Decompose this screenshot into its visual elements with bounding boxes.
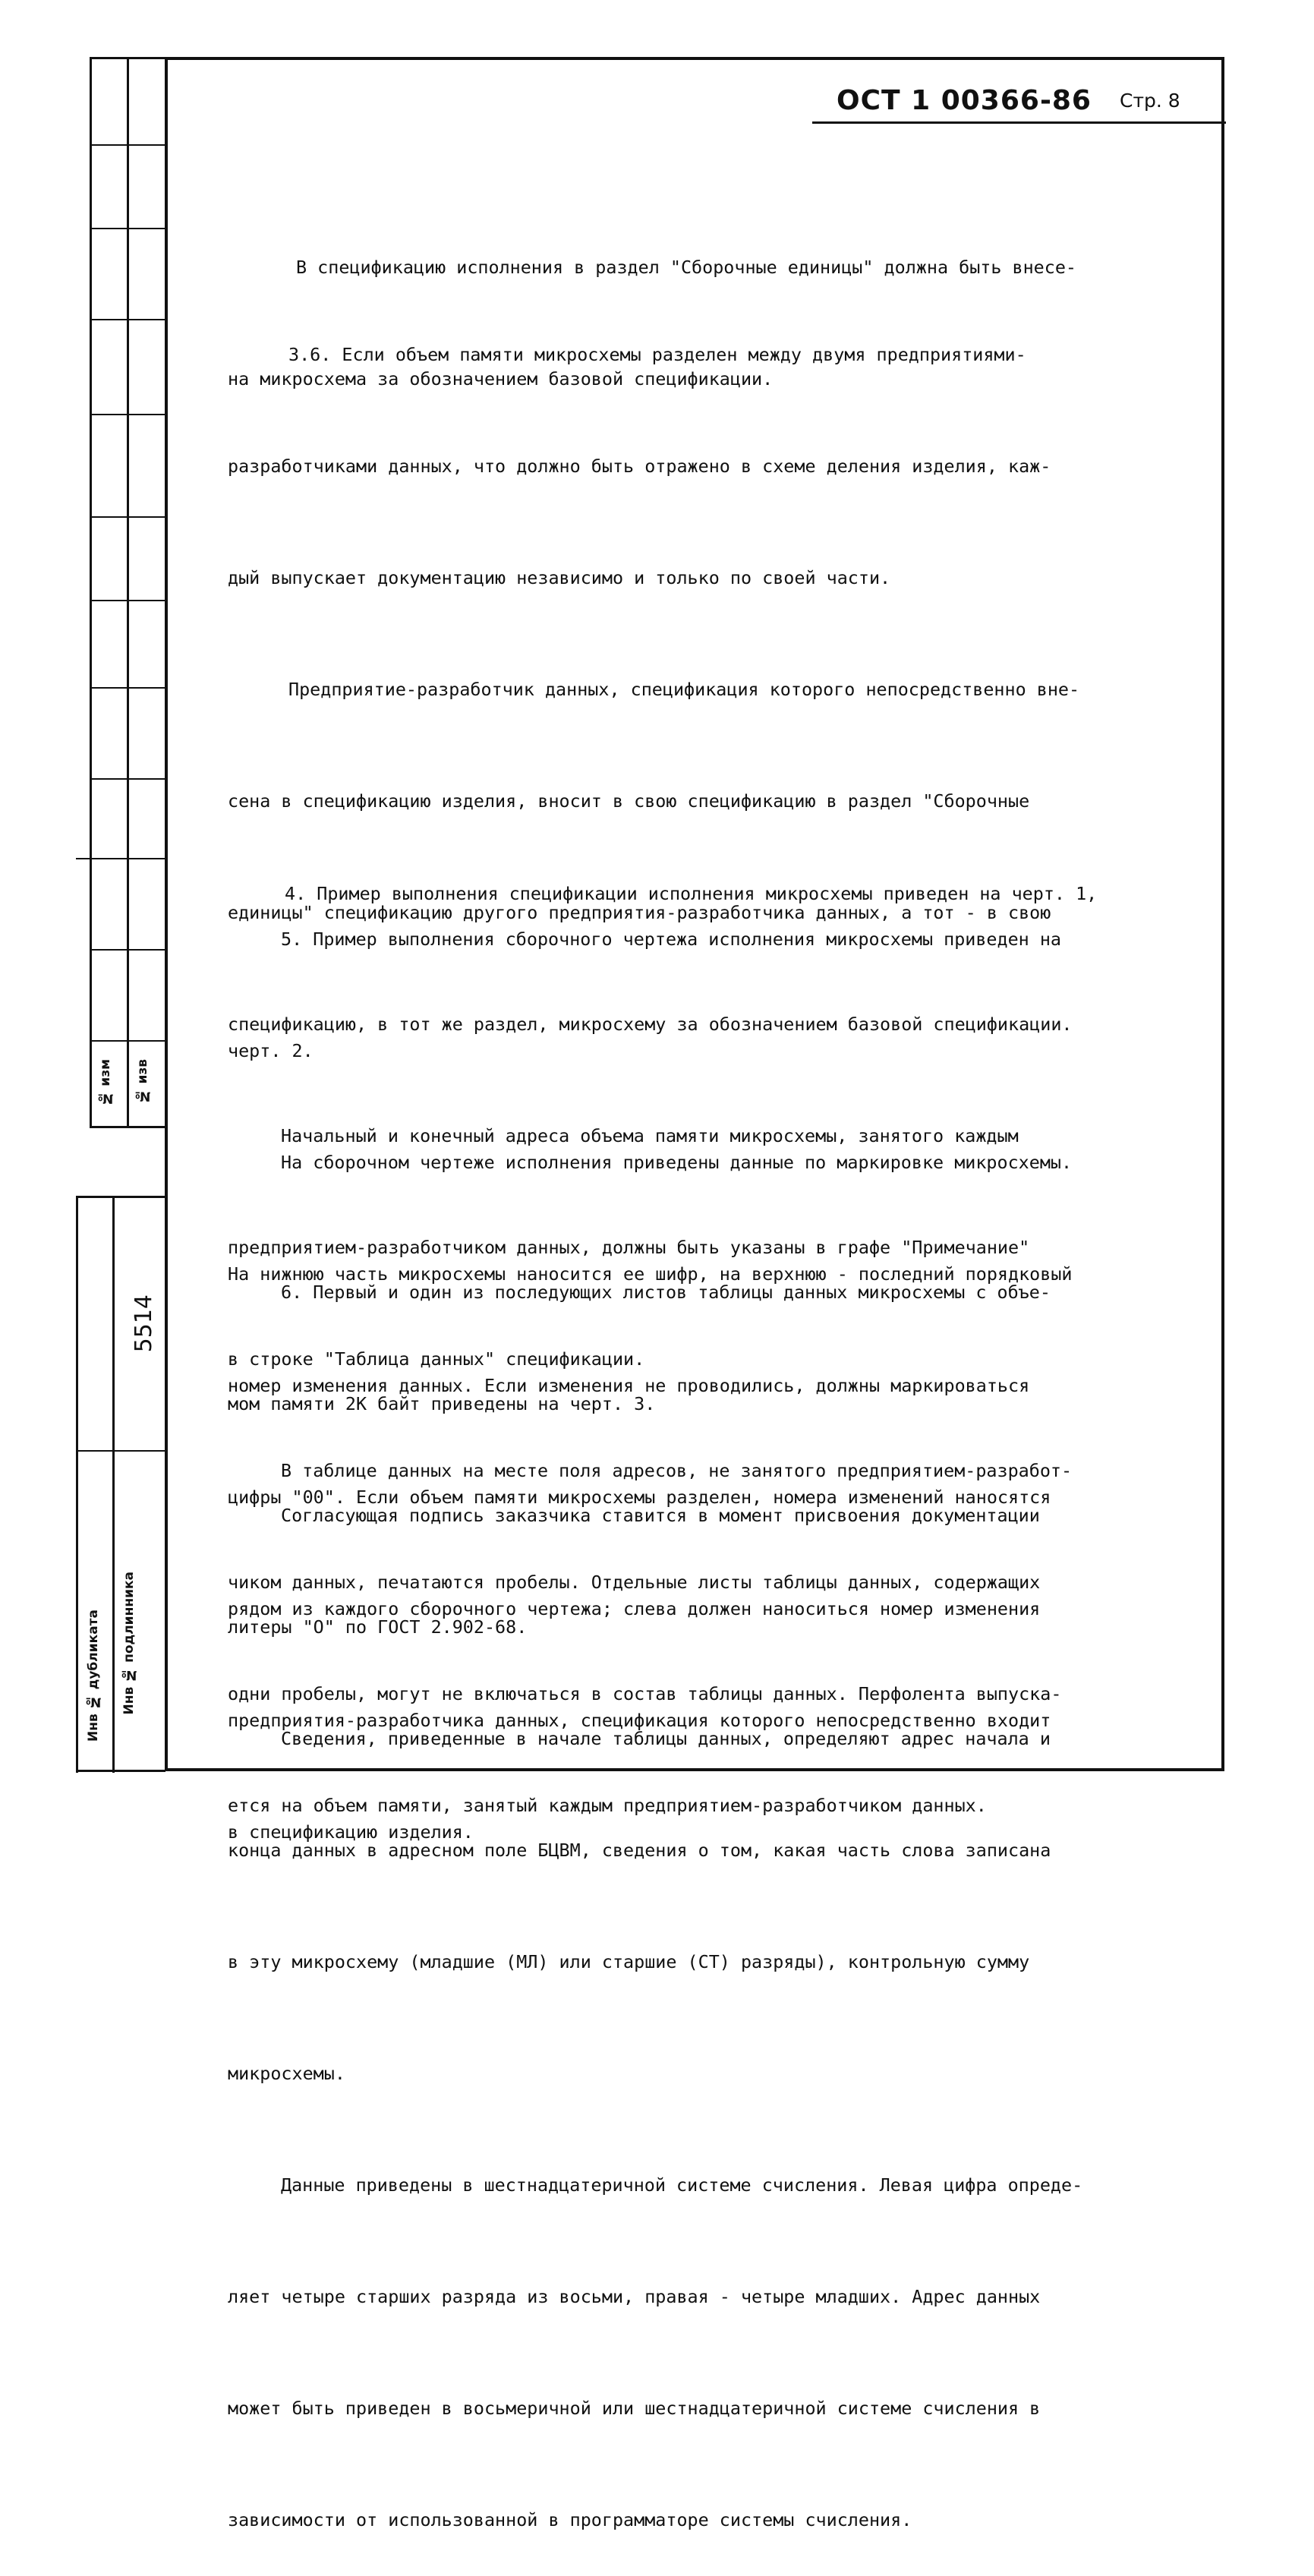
paragraph-line: На сборочном чертеже исполнения приведены данные по маркировке микросхемы. [281, 1152, 1073, 1173]
paragraph-line: Согласующая подпись заказчика ставится в момент присвоения документации [281, 1505, 1040, 1526]
paragraph-line: чиком данных, печатаются пробелы. Отдельные листы таблицы данных, содержащих [228, 1572, 1041, 1593]
paragraph-line: Предприятие-разработчик данных, спецификация которого непосредственно вне- [288, 679, 1080, 700]
strip-row-divider [90, 144, 165, 146]
strip-lower-top-border [76, 1196, 165, 1198]
strip-row-divider [90, 600, 165, 601]
strip-lower-bottom-border [76, 1770, 165, 1772]
strip-row-divider [90, 1040, 165, 1042]
paragraph-line: предприятием-разработчиком данных, должны быть указаны в графе "Примечание" [228, 1237, 1030, 1258]
paragraph-line: Сведения, приведенные в начале таблицы данных, определяют адрес начала и [281, 1728, 1051, 1749]
paragraph-line: рядом из каждого сборочного чертежа; слева должен наноситься номер изменения [228, 1598, 1041, 1619]
paragraph-line: предприятия-разработчика данных, спецификация которого непосредственно входит [228, 1710, 1051, 1731]
paragraph-line: 3.6. Если объем памяти микросхемы разделен между двумя предприятиями- [288, 344, 1026, 365]
paragraph-line: 4. Пример выполнения спецификации исполнения микросхемы приведен на черт. 1, [285, 883, 1098, 904]
paragraph-line: мом памяти 2К байт приведены на черт. 3. [228, 1393, 656, 1414]
strip-row-divider [90, 778, 165, 780]
paragraph-line: конца данных в адресном поле БЦВМ, сведения о том, какая часть слова записана [228, 1840, 1051, 1861]
strip-row-divider [90, 1126, 165, 1128]
paragraph-line: В таблице данных на месте поля адресов, не занятого предприятием-разработ- [281, 1460, 1073, 1481]
paragraph-line: зависимости от использованной в программаторе системы счисления. [228, 2509, 912, 2530]
paragraph-line: на микросхема за обозначением базовой спецификации. [228, 368, 774, 389]
paragraph-line: разработчиками данных, что должно быть отражено в схеме деления изделия, каж- [228, 456, 1051, 477]
document-header [812, 85, 1226, 120]
paragraph-line: одни пробелы, могут не включаться в состав таблицы данных. Перфолента выпуска- [228, 1683, 1062, 1704]
header-underline [812, 121, 1226, 124]
paragraph-line: микросхемы. [228, 2063, 345, 2084]
izv-number-label: № изв [135, 1059, 150, 1104]
paragraph-line: в спецификацию изделия. [228, 1821, 474, 1843]
strip-row-divider [90, 228, 165, 229]
paragraph-line: может быть приведен в восьмеричной или шестнадцатеричной системе счисления в [228, 2398, 1041, 2419]
strip-upper-left-border [90, 57, 92, 1127]
paragraph-line: ется на объем памяти, занятый каждым предприятием-разработчиком данных. [228, 1795, 987, 1816]
strip-upper-mid-border [127, 57, 129, 1127]
paragraph-line: спецификацию, в тот же раздел, микросхему за обозначением базовой спецификации. [228, 1014, 1073, 1035]
paragraph-line: номер изменения данных. Если изменения не проводились, должны маркироваться [228, 1375, 1030, 1396]
paragraph-line: На нижнюю часть микросхемы наносится ее шифр, на верхнюю - последний порядковый [228, 1263, 1073, 1285]
izm-number-label: № изм [98, 1059, 113, 1106]
strip-row-divider [90, 687, 165, 689]
inventory-original-label: Инв № подлинника [121, 1572, 137, 1715]
paragraph-line: дый выпускает документацию независимо и только по своей части. [228, 567, 891, 588]
inventory-duplicate-label: Инв № дубликата [86, 1610, 101, 1742]
strip-row-divider [90, 414, 165, 415]
paragraph-line: цифры "00". Если объем памяти микросхемы разделен, номера изменений наносятся [228, 1487, 1051, 1508]
paragraph-line: Данные приведены в шестнадцатеричной системе счисления. Левая цифра опреде- [281, 2174, 1083, 2196]
page-number: Стр. 8 [1120, 90, 1180, 112]
paragraph-line: литеры "О" по ГОСТ 2.902-68. [228, 1616, 528, 1638]
paragraph-line: Начальный и конечный адреса объема памяти микросхемы, занятого каждым [281, 1125, 1019, 1146]
paragraph-line: в эту микросхему (младшие (МЛ) или старшие (СТ) разряды), контрольную сумму [228, 1951, 1030, 1972]
paragraph-line: ляет четыре старших разряда из восьми, правая - четыре младших. Адрес данных [228, 2286, 1041, 2307]
paragraph-line: черт. 2. [228, 1040, 314, 1061]
paragraph-line: сена в спецификацию изделия, вносит в свою спецификацию в раздел "Сборочные [228, 790, 1030, 812]
strip-upper-top-border [90, 57, 165, 59]
document-code: ОСТ 1 00366-86 [837, 85, 1092, 116]
strip-row-divider [90, 949, 165, 951]
strip-row-divider [76, 858, 165, 859]
inventory-number-value: 5514 [131, 1294, 157, 1353]
paragraph-line: в строке "Таблица данных" спецификации. [228, 1348, 645, 1370]
body-text [228, 1200, 1169, 2576]
strip-row-divider [90, 516, 165, 518]
strip-lower-left-border [76, 1196, 78, 1773]
paragraph-line: 6. Первый и один из последующих листов таблицы данных микросхемы с объе- [281, 1282, 1051, 1303]
strip-lower-divider [76, 1450, 165, 1452]
paragraph-line: единицы" спецификацию другого предприятия-разработчика данных, а тот - в свою [228, 902, 1051, 923]
paragraph-line: В спецификацию исполнения в раздел "Сборочные единицы" должна быть внесе- [296, 257, 1077, 278]
paragraph-line: 5. Пример выполнения сборочного чертежа исполнения микросхемы приведен на [281, 929, 1062, 950]
strip-row-divider [90, 319, 165, 320]
strip-lower-mid-border [112, 1196, 115, 1773]
